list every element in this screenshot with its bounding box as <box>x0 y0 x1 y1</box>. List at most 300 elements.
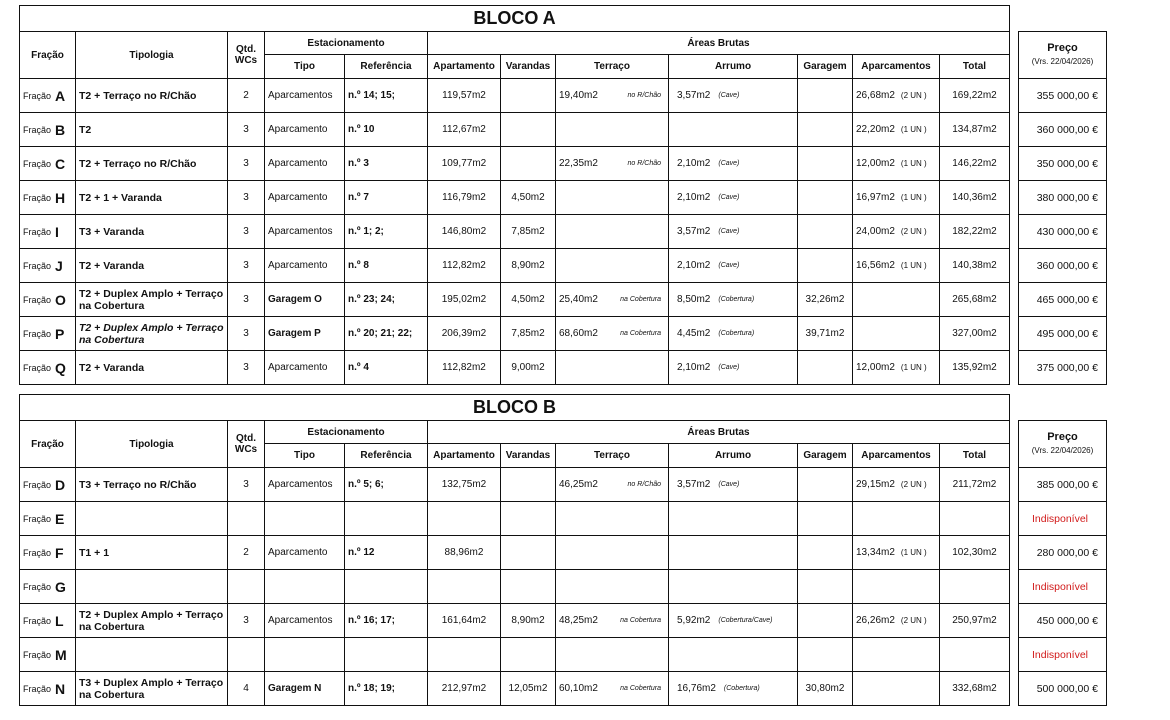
storage-note: (Cave) <box>718 194 740 201</box>
fracao-letter: M <box>55 646 67 663</box>
header-areas-brutas: Áreas Brutas <box>427 31 1010 55</box>
parking-units: (2 UN ) <box>900 480 927 489</box>
terrace-note: no R/Chão <box>627 481 661 488</box>
parking-ref-cell: n.º 16; 17; <box>344 603 428 638</box>
garage-area-cell: 32,26m2 <box>797 282 853 317</box>
storage-area-cell <box>668 180 798 215</box>
balcony-area-cell: 12,05m2 <box>500 671 556 706</box>
fracao-label: Fração <box>23 226 52 237</box>
header-referencia: Referência <box>344 443 428 468</box>
apartment-area-cell: 109,77m2 <box>427 146 501 181</box>
tipologia-cell: T2 + Varanda <box>75 350 228 385</box>
parking-type-cell: Garagem P <box>264 316 345 351</box>
storage-area-cell <box>668 501 798 536</box>
fracao-label: Fração <box>23 479 52 490</box>
storage-area-cell <box>668 467 798 502</box>
header-qtd-wcs: Qtd. WCs <box>227 420 265 468</box>
parking-ref-cell <box>344 569 428 604</box>
terrace-area-cell <box>555 248 669 283</box>
parking-ref-cell: n.º 3 <box>344 146 428 181</box>
balcony-area-cell: 8,90m2 <box>500 248 556 283</box>
fracao-cell <box>19 637 76 672</box>
block-grid <box>20 395 1107 706</box>
storage-note: (Cobertura) <box>718 296 755 303</box>
storage-value: 8,50m2 <box>677 294 711 305</box>
storage-area-cell <box>668 248 798 283</box>
header-preco <box>1018 31 1107 79</box>
storage-value: 3,57m2 <box>677 479 711 490</box>
terrace-note: na Cobertura <box>620 296 661 303</box>
total-area-cell: 182,22m2 <box>939 214 1010 249</box>
total-area-cell: 140,36m2 <box>939 180 1010 215</box>
fracao-label: Fração <box>23 581 52 592</box>
parking-type-cell: Aparcamento <box>264 248 345 283</box>
balcony-area-cell: 7,85m2 <box>500 214 556 249</box>
terrace-note: no R/Chão <box>627 92 661 99</box>
tipologia-cell <box>75 637 228 672</box>
balcony-area-cell: 4,50m2 <box>500 282 556 317</box>
header-preco-label: Preço <box>1047 431 1078 443</box>
terrace-note: na Cobertura <box>620 617 661 624</box>
gap-cell <box>1018 394 1107 421</box>
tipologia-cell: T1 + 1 <box>75 535 228 570</box>
unavailable-status: Indisponível <box>1018 501 1107 536</box>
parking-ref-cell <box>344 637 428 672</box>
parking-type-cell <box>264 501 345 536</box>
parking-area-cell <box>852 316 940 351</box>
parking-area-value: 16,97m2 <box>856 192 895 203</box>
header-aparcamentos: Aparcamentos <box>852 54 940 79</box>
balcony-area-cell <box>500 637 556 672</box>
header-arrumo: Arrumo <box>668 54 798 79</box>
parking-area-cell <box>852 350 940 385</box>
header-varandas: Varandas <box>500 54 556 79</box>
tipologia-cell: T2 + Duplex Amplo + Terraço na Cobertura <box>75 603 228 638</box>
parking-type-cell <box>264 637 345 672</box>
total-area-cell: 102,30m2 <box>939 535 1010 570</box>
price-cell: 360 000,00 € <box>1018 112 1107 147</box>
fracao-letter: O <box>55 291 66 308</box>
parking-units: (1 UN ) <box>900 363 927 372</box>
price-cell: 375 000,00 € <box>1018 350 1107 385</box>
fracao-cell <box>19 350 76 385</box>
parking-ref-cell: n.º 14; 15; <box>344 78 428 113</box>
wcs-cell: 2 <box>227 78 265 113</box>
apartment-area-cell: 195,02m2 <box>427 282 501 317</box>
parking-ref-cell: n.º 1; 2; <box>344 214 428 249</box>
garage-area-cell <box>797 180 853 215</box>
parking-area-cell <box>852 603 940 638</box>
wcs-cell: 3 <box>227 603 265 638</box>
terrace-area-cell <box>555 501 669 536</box>
wcs-cell: 4 <box>227 671 265 706</box>
fracao-label: Fração <box>23 547 52 558</box>
fracao-letter: A <box>55 87 66 104</box>
storage-value: 2,10m2 <box>677 158 711 169</box>
parking-area-cell <box>852 535 940 570</box>
balcony-area-cell: 9,00m2 <box>500 350 556 385</box>
balcony-area-cell <box>500 78 556 113</box>
total-area-cell: 250,97m2 <box>939 603 1010 638</box>
terrace-area-cell <box>555 569 669 604</box>
storage-note: (Cobertura/Cave) <box>718 617 773 624</box>
price-cell: 385 000,00 € <box>1018 467 1107 502</box>
apartment-area-cell: 212,97m2 <box>427 671 501 706</box>
tipologia-cell: T2 + Terraço no R/Chão <box>75 78 228 113</box>
fracao-label: Fração <box>23 362 52 373</box>
parking-area-cell <box>852 146 940 181</box>
wcs-cell: 3 <box>227 180 265 215</box>
header-estacionamento: Estacionamento <box>264 31 428 55</box>
tipologia-cell: T2 + Duplex Amplo + Terraço na Cobertura <box>75 316 228 351</box>
apartment-area-cell: 132,75m2 <box>427 467 501 502</box>
terrace-area-cell <box>555 467 669 502</box>
parking-units: (2 UN ) <box>900 91 927 100</box>
wcs-cell <box>227 569 265 604</box>
parking-area-value: 26,26m2 <box>856 615 895 626</box>
wcs-cell: 3 <box>227 316 265 351</box>
storage-note: (Cobertura) <box>718 330 755 337</box>
parking-type-cell: Aparcamentos <box>264 78 345 113</box>
parking-type-cell: Aparcamento <box>264 535 345 570</box>
parking-units: (1 UN ) <box>900 548 927 557</box>
terrace-value: 60,10m2 <box>559 683 598 694</box>
storage-value: 2,10m2 <box>677 260 711 271</box>
storage-area-cell <box>668 214 798 249</box>
terrace-area-cell <box>555 603 669 638</box>
parking-area-value: 12,00m2 <box>856 158 895 169</box>
wcs-cell: 3 <box>227 214 265 249</box>
wcs-cell <box>227 637 265 672</box>
unavailable-status: Indisponível <box>1018 569 1107 604</box>
parking-units: (1 UN ) <box>900 193 927 202</box>
terrace-area-cell <box>555 214 669 249</box>
fracao-label: Fração <box>23 649 52 660</box>
parking-area-cell <box>852 282 940 317</box>
parking-ref-cell: n.º 10 <box>344 112 428 147</box>
total-area-cell <box>939 569 1010 604</box>
balcony-area-cell <box>500 535 556 570</box>
storage-value: 2,10m2 <box>677 192 711 203</box>
storage-area-cell <box>668 535 798 570</box>
header-preco <box>1018 420 1107 468</box>
header-total: Total <box>939 54 1010 79</box>
fracao-cell <box>19 569 76 604</box>
parking-ref-cell: n.º 5; 6; <box>344 467 428 502</box>
price-cell: 350 000,00 € <box>1018 146 1107 181</box>
parking-type-cell: Aparcamento <box>264 112 345 147</box>
header-referencia: Referência <box>344 54 428 79</box>
fracao-label: Fração <box>23 294 52 305</box>
parking-ref-cell: n.º 4 <box>344 350 428 385</box>
apartment-area-cell: 88,96m2 <box>427 535 501 570</box>
header-terraco: Terraço <box>555 443 669 468</box>
parking-type-cell: Aparcamento <box>264 146 345 181</box>
parking-area-cell <box>852 501 940 536</box>
terrace-value: 68,60m2 <box>559 328 598 339</box>
header-qtd-wcs: Qtd. WCs <box>227 31 265 79</box>
header-preco-label: Preço <box>1047 42 1078 54</box>
terrace-note: na Cobertura <box>620 330 661 337</box>
tipologia-cell: T2 + Terraço no R/Chão <box>75 146 228 181</box>
storage-area-cell <box>668 146 798 181</box>
balcony-area-cell: 7,85m2 <box>500 316 556 351</box>
parking-ref-cell: n.º 20; 21; 22; <box>344 316 428 351</box>
header-garagem: Garagem <box>797 54 853 79</box>
terrace-area-cell <box>555 535 669 570</box>
apartment-area-cell: 112,82m2 <box>427 350 501 385</box>
parking-units: (2 UN ) <box>900 616 927 625</box>
tipologia-cell: T2 + Duplex Amplo + Terraço na Cobertura <box>75 282 228 317</box>
storage-note: (Cave) <box>718 92 740 99</box>
fracao-cell <box>19 248 76 283</box>
balcony-area-cell: 8,90m2 <box>500 603 556 638</box>
parking-units: (1 UN ) <box>900 159 927 168</box>
fracao-label: Fração <box>23 192 52 203</box>
terrace-area-cell <box>555 282 669 317</box>
fracao-cell <box>19 501 76 536</box>
total-area-cell <box>939 637 1010 672</box>
terrace-value: 48,25m2 <box>559 615 598 626</box>
block-title: BLOCO B <box>19 394 1010 421</box>
apartment-area-cell: 116,79m2 <box>427 180 501 215</box>
parking-ref-cell: n.º 7 <box>344 180 428 215</box>
parking-ref-cell: n.º 8 <box>344 248 428 283</box>
garage-area-cell <box>797 112 853 147</box>
parking-area-value: 24,00m2 <box>856 226 895 237</box>
wcs-cell: 3 <box>227 350 265 385</box>
total-area-cell: 140,38m2 <box>939 248 1010 283</box>
fracao-cell <box>19 671 76 706</box>
fracao-cell <box>19 112 76 147</box>
apartment-area-cell: 161,64m2 <box>427 603 501 638</box>
tipologia-cell: T3 + Duplex Amplo + Terraço na Cobertura <box>75 671 228 706</box>
garage-area-cell <box>797 248 853 283</box>
total-area-cell: 211,72m2 <box>939 467 1010 502</box>
fracao-letter: C <box>55 155 66 172</box>
parking-type-cell: Aparcamentos <box>264 467 345 502</box>
wcs-cell: 3 <box>227 467 265 502</box>
total-area-cell: 134,87m2 <box>939 112 1010 147</box>
fracao-cell <box>19 180 76 215</box>
total-area-cell: 327,00m2 <box>939 316 1010 351</box>
block-grid <box>20 6 1107 385</box>
parking-type-cell: Aparcamento <box>264 180 345 215</box>
storage-note: (Cobertura) <box>723 685 760 692</box>
fracao-label: Fração <box>23 158 52 169</box>
parking-units: (1 UN ) <box>900 261 927 270</box>
fracao-letter: P <box>55 325 65 342</box>
tipologia-cell: T2 + Varanda <box>75 248 228 283</box>
storage-area-cell <box>668 603 798 638</box>
balcony-area-cell <box>500 146 556 181</box>
terrace-note: na Cobertura <box>620 685 661 692</box>
header-tipo: Tipo <box>264 443 345 468</box>
storage-area-cell <box>668 637 798 672</box>
parking-units: (1 UN ) <box>900 125 927 134</box>
header-estacionamento: Estacionamento <box>264 420 428 444</box>
terrace-value: 46,25m2 <box>559 479 598 490</box>
garage-area-cell <box>797 501 853 536</box>
fracao-letter: N <box>55 680 66 697</box>
terrace-area-cell <box>555 146 669 181</box>
parking-type-cell: Garagem N <box>264 671 345 706</box>
storage-value: 2,10m2 <box>677 362 711 373</box>
storage-area-cell <box>668 112 798 147</box>
parking-area-value: 26,68m2 <box>856 90 895 101</box>
parking-area-cell <box>852 637 940 672</box>
parking-type-cell: Aparcamentos <box>264 603 345 638</box>
terrace-value: 19,40m2 <box>559 90 598 101</box>
garage-area-cell <box>797 467 853 502</box>
fracao-cell <box>19 316 76 351</box>
wcs-cell: 3 <box>227 282 265 317</box>
fracao-cell <box>19 78 76 113</box>
fracao-label: Fração <box>23 683 52 694</box>
parking-type-cell: Aparcamento <box>264 350 345 385</box>
apartment-area-cell <box>427 569 501 604</box>
total-area-cell: 332,68m2 <box>939 671 1010 706</box>
terrace-area-cell <box>555 637 669 672</box>
storage-note: (Cave) <box>718 262 740 269</box>
fracao-letter: L <box>55 612 64 629</box>
balcony-area-cell <box>500 467 556 502</box>
price-cell: 430 000,00 € <box>1018 214 1107 249</box>
garage-area-cell: 30,80m2 <box>797 671 853 706</box>
garage-area-cell <box>797 569 853 604</box>
parking-units: (2 UN ) <box>900 227 927 236</box>
wcs-cell: 3 <box>227 146 265 181</box>
terrace-area-cell <box>555 316 669 351</box>
balcony-area-cell <box>500 112 556 147</box>
header-total: Total <box>939 443 1010 468</box>
tipologia-cell: T3 + Varanda <box>75 214 228 249</box>
parking-area-cell <box>852 569 940 604</box>
storage-value: 5,92m2 <box>677 615 711 626</box>
fracao-letter: D <box>55 476 66 493</box>
header-preco-date: (Vrs. 22/04/2026) <box>1031 446 1094 455</box>
fracao-label: Fração <box>23 90 52 101</box>
storage-area-cell <box>668 350 798 385</box>
unavailable-status: Indisponível <box>1018 637 1107 672</box>
header-apartamento: Apartamento <box>427 54 501 79</box>
tipologia-cell: T3 + Terraço no R/Chão <box>75 467 228 502</box>
fracao-letter: E <box>55 510 65 527</box>
total-area-cell <box>939 501 1010 536</box>
parking-type-cell <box>264 569 345 604</box>
storage-note: (Cave) <box>718 228 740 235</box>
apartment-area-cell <box>427 501 501 536</box>
apartment-area-cell: 146,80m2 <box>427 214 501 249</box>
parking-type-cell: Garagem O <box>264 282 345 317</box>
parking-area-value: 22,20m2 <box>856 124 895 135</box>
wcs-cell: 3 <box>227 112 265 147</box>
fracao-cell <box>19 214 76 249</box>
total-area-cell: 135,92m2 <box>939 350 1010 385</box>
parking-ref-cell <box>344 501 428 536</box>
fracao-cell <box>19 535 76 570</box>
header-fracao: Fração <box>19 31 76 79</box>
terrace-note: no R/Chão <box>627 160 661 167</box>
fracao-label: Fração <box>23 328 52 339</box>
terrace-area-cell <box>555 112 669 147</box>
terrace-value: 22,35m2 <box>559 158 598 169</box>
fracao-label: Fração <box>23 513 52 524</box>
balcony-area-cell <box>500 569 556 604</box>
fracao-cell <box>19 603 76 638</box>
parking-area-cell <box>852 671 940 706</box>
price-cell: 465 000,00 € <box>1018 282 1107 317</box>
price-cell: 380 000,00 € <box>1018 180 1107 215</box>
price-cell: 495 000,00 € <box>1018 316 1107 351</box>
wcs-cell <box>227 501 265 536</box>
storage-note: (Cave) <box>718 160 740 167</box>
balcony-area-cell <box>500 501 556 536</box>
header-varandas: Varandas <box>500 443 556 468</box>
header-garagem: Garagem <box>797 443 853 468</box>
tipologia-cell: T2 <box>75 112 228 147</box>
block-b-table <box>20 395 1107 706</box>
terrace-area-cell <box>555 78 669 113</box>
block-a-table <box>20 6 1107 385</box>
header-tipologia: Tipologia <box>75 31 228 79</box>
storage-note: (Cave) <box>718 481 740 488</box>
storage-area-cell <box>668 282 798 317</box>
parking-area-cell <box>852 248 940 283</box>
header-tipologia: Tipologia <box>75 420 228 468</box>
garage-area-cell <box>797 78 853 113</box>
garage-area-cell: 39,71m2 <box>797 316 853 351</box>
parking-area-cell <box>852 214 940 249</box>
garage-area-cell <box>797 214 853 249</box>
apartment-area-cell: 112,67m2 <box>427 112 501 147</box>
storage-area-cell <box>668 316 798 351</box>
fracao-label: Fração <box>23 260 52 271</box>
fracao-letter: J <box>55 257 63 274</box>
parking-area-cell <box>852 78 940 113</box>
parking-area-cell <box>852 112 940 147</box>
terrace-area-cell <box>555 350 669 385</box>
parking-area-value: 29,15m2 <box>856 479 895 490</box>
header-preco-date: (Vrs. 22/04/2026) <box>1031 57 1094 66</box>
fracao-cell <box>19 146 76 181</box>
total-area-cell: 146,22m2 <box>939 146 1010 181</box>
apartment-area-cell <box>427 637 501 672</box>
price-cell: 280 000,00 € <box>1018 535 1107 570</box>
storage-area-cell <box>668 671 798 706</box>
price-cell: 360 000,00 € <box>1018 248 1107 283</box>
apartment-area-cell: 206,39m2 <box>427 316 501 351</box>
fracao-cell <box>19 467 76 502</box>
tipologia-cell: T2 + 1 + Varanda <box>75 180 228 215</box>
balcony-area-cell: 4,50m2 <box>500 180 556 215</box>
storage-note: (Cave) <box>718 364 740 371</box>
garage-area-cell <box>797 535 853 570</box>
tipologia-cell <box>75 501 228 536</box>
parking-area-cell <box>852 180 940 215</box>
fracao-letter: F <box>55 544 64 561</box>
storage-value: 3,57m2 <box>677 90 711 101</box>
header-tipo: Tipo <box>264 54 345 79</box>
wcs-cell: 3 <box>227 248 265 283</box>
parking-area-value: 12,00m2 <box>856 362 895 373</box>
header-aparcamentos: Aparcamentos <box>852 443 940 468</box>
terrace-value: 25,40m2 <box>559 294 598 305</box>
garage-area-cell <box>797 350 853 385</box>
storage-area-cell <box>668 78 798 113</box>
garage-area-cell <box>797 146 853 181</box>
terrace-area-cell <box>555 180 669 215</box>
